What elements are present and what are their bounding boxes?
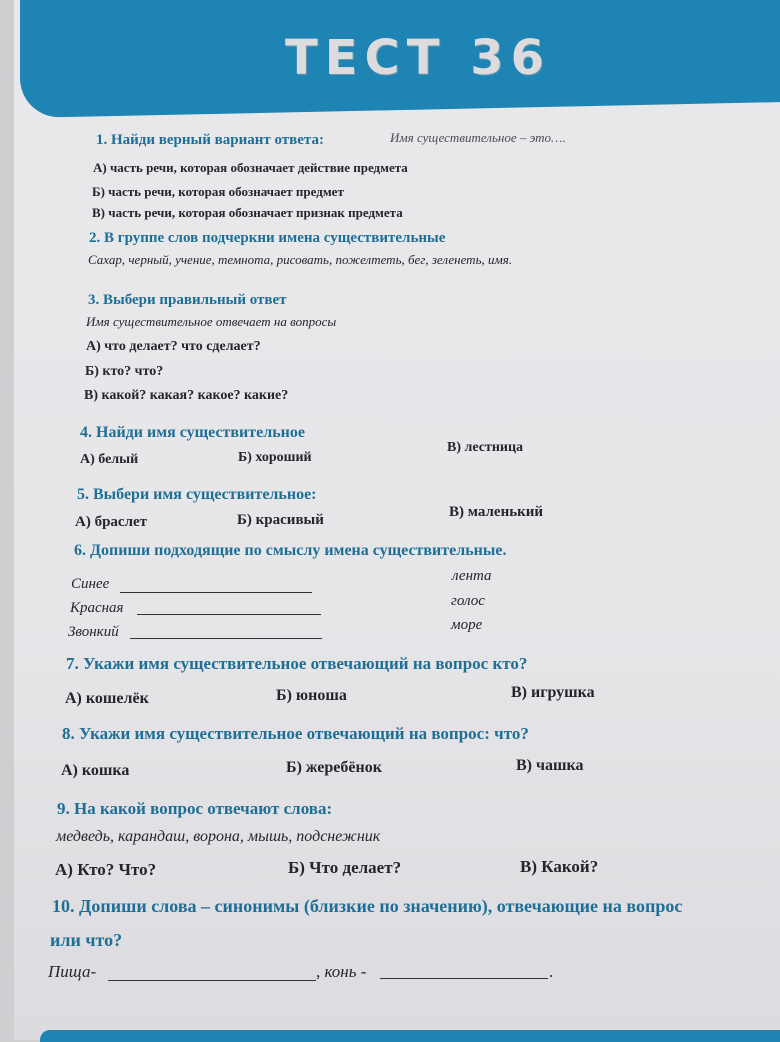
question-3-option-c: В) какой? какая? какое? какие? (84, 388, 289, 403)
question-10-end-period: . (549, 962, 554, 981)
question-1-option-c: В) часть речи, которая обозначает признак предмета (92, 205, 403, 220)
question-1-hint: Имя существительное – это…. (390, 130, 566, 145)
question-3-heading: 3. Выбери правильный ответ (88, 292, 287, 308)
question-4-option-c: В) лестница (447, 440, 524, 455)
question-7-option-a: А) кошелёк (65, 690, 149, 707)
question-1-option-a: А) часть речи, которая обозначает действие предмета (93, 160, 408, 175)
question-9-option-a: А) Кто? Что? (55, 860, 157, 879)
question-9-heading: 9. На какой вопрос отвечают слова: (57, 799, 333, 818)
answer-line-synonym-2[interactable] (380, 978, 548, 979)
question-6-right-3: море (451, 617, 483, 633)
answer-line-2[interactable] (137, 614, 321, 615)
question-9-option-c: В) Какой? (520, 857, 599, 876)
question-10-word-2: , конь - (316, 962, 367, 981)
answer-line-synonym-1[interactable] (108, 980, 316, 981)
question-8-option-c: В) чашка (516, 757, 584, 774)
question-4-option-b: Б) хороший (238, 450, 312, 465)
question-8-option-b: Б) жеребёнок (286, 759, 382, 776)
question-5-heading: 5. Выбери имя существительное: (77, 486, 317, 503)
answer-line-3[interactable] (130, 638, 322, 639)
question-3-option-b: Б) кто? что? (85, 364, 164, 379)
question-2-heading: 2. В группе слов подчеркни имена существительные (89, 230, 446, 246)
question-6-heading: 6. Допиши подходящие по смыслу имена существительные. (74, 542, 507, 559)
question-7-option-c: В) игрушка (511, 684, 595, 701)
footer-band (40, 1030, 780, 1042)
question-9-words: медведь, карандаш, ворона, мышь, подснежник (56, 828, 381, 845)
page-title: ТЕСТ 36 (285, 30, 552, 86)
question-6-right-2: голос (451, 593, 485, 609)
question-1-option-b: Б) часть речи, которая обозначает предмет (92, 184, 344, 199)
answer-line-1[interactable] (120, 592, 312, 593)
question-6-right-1: лента (452, 568, 492, 584)
question-5-option-a: А) браслет (75, 514, 148, 530)
question-9-option-b: Б) Что делает? (288, 858, 402, 877)
question-6-left-3: Звонкий (68, 624, 119, 640)
question-8-heading: 8. Укажи имя существительное отвечающий на вопрос: что? (62, 724, 529, 743)
question-3-option-a: А) что делает? что сделает? (86, 339, 261, 354)
question-6-left-2: Красная (70, 600, 124, 616)
question-1-heading: 1. Найди верный вариант ответа: (96, 132, 324, 148)
question-5-option-b: Б) красивый (237, 512, 324, 528)
question-10-heading-line-1: 10. Допиши слова – синонимы (близкие по значению), отвечающие на вопрос (52, 896, 683, 916)
question-7-heading: 7. Укажи имя существительное отвечающий на вопрос кто? (66, 654, 528, 673)
question-8-option-a: А) кошка (61, 762, 130, 779)
question-10-word-1: Пища- (48, 962, 97, 981)
question-3-subtitle: Имя существительное отвечает на вопросы (86, 314, 337, 329)
question-10-heading-line-2: или что? (50, 930, 123, 950)
question-5-option-c: В) маленький (449, 504, 544, 520)
question-4-option-a: А) белый (80, 452, 139, 467)
question-2-words: Сахар, черный, учение, темнота, рисовать, пожелтеть, бег, зеленеть, имя. (88, 252, 513, 267)
question-6-left-1: Синее (71, 576, 110, 592)
question-4-heading: 4. Найди имя существительное (80, 424, 305, 441)
question-7-option-b: Б) юноша (276, 687, 347, 704)
